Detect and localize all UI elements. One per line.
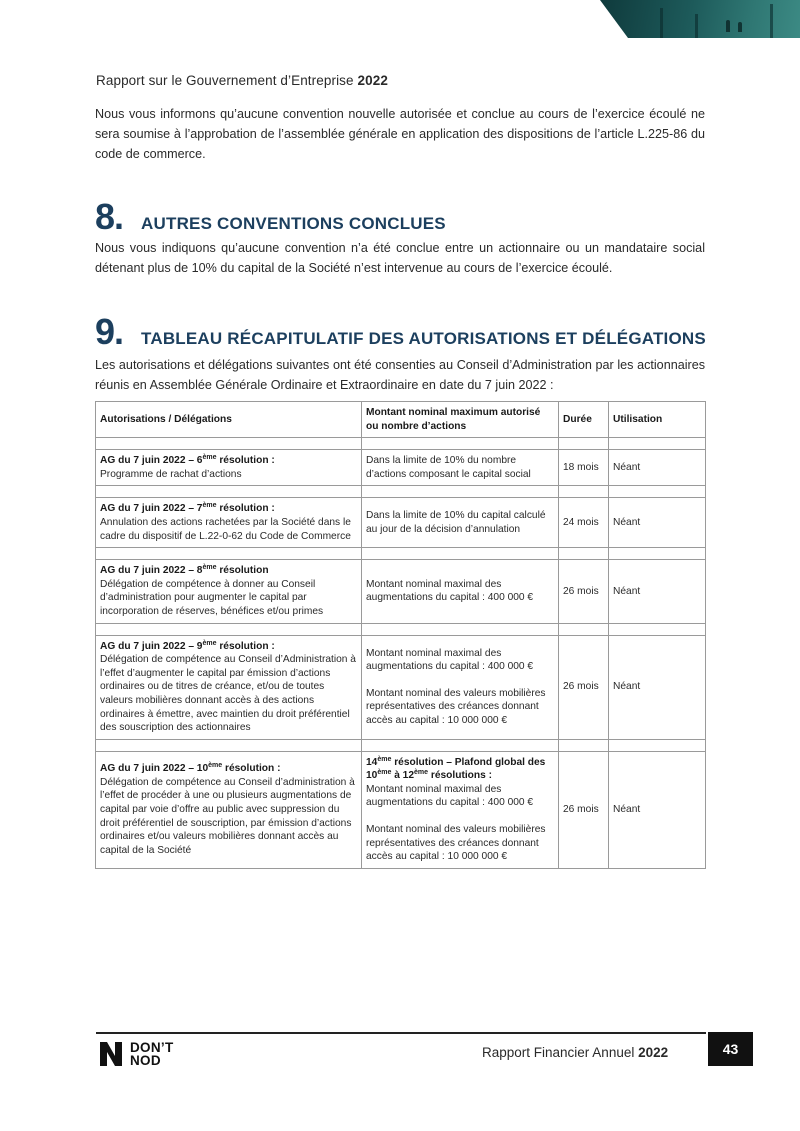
resolution-title: AG du 7 juin 2022 – 10ème résolution : [100, 762, 281, 775]
table-spacer [96, 739, 706, 751]
resolution-title: AG du 7 juin 2022 – 8ème résolution [100, 564, 269, 577]
table-spacer [96, 486, 706, 498]
usage-cell: Néant [609, 450, 706, 486]
amount-cell: Montant nominal maximal des augmentations du capital : 400 000 € [362, 560, 559, 623]
running-title-text: Rapport sur le Gouvernement d’Entreprise [96, 73, 354, 88]
amount-cell [362, 751, 559, 868]
header-decorative-banner [600, 0, 800, 38]
table-row [96, 751, 706, 868]
page-number: 43 [708, 1032, 753, 1066]
logo-wordmark [130, 1041, 174, 1067]
authorization-cell [96, 450, 362, 486]
header-usage: Utilisation [609, 402, 706, 438]
running-title-year: 2022 [357, 73, 388, 88]
duration-cell: 26 mois [559, 751, 609, 868]
duration-cell: 26 mois [559, 560, 609, 623]
section-9-number: 9. [95, 311, 124, 352]
running-title [96, 73, 388, 88]
duration-cell: 24 mois [559, 498, 609, 548]
table-spacer [96, 438, 706, 450]
section-9-heading [95, 311, 706, 353]
amount-line: Montant nominal maximal des augmentations du capital : 400 000 € [366, 783, 534, 809]
table-spacer [96, 548, 706, 560]
footer-report-label [482, 1045, 668, 1060]
company-logo [98, 1040, 174, 1068]
section-8-title: AUTRES CONVENTIONS CONCLUES [141, 214, 446, 233]
section-8-body: Nous vous indiquons qu’aucune convention n’a été conclue entre un actionnaire ou un mandataire social détenant plus de 10% du capital de la Société n’est intervenue au cours de l’exercice écoulé. [95, 241, 705, 275]
footer-report-text: Rapport Financier Annuel [482, 1045, 635, 1060]
section-8-heading [95, 196, 446, 238]
logo-line-1: DON’T [130, 1040, 174, 1055]
footer-divider [96, 1032, 706, 1034]
amount-line: Montant nominal maximal des augmentations du capital : 400 000 € [366, 647, 534, 673]
section-8-number: 8. [95, 196, 124, 237]
duration-cell: 26 mois [559, 635, 609, 739]
header-duration: Durée [559, 402, 609, 438]
amount-line: Montant nominal des valeurs mobilières représentatives des créances donnant accès au capital : 10 000 000 € [366, 824, 546, 863]
authorization-cell [96, 498, 362, 548]
resolution-description: Délégation de compétence au Conseil d’administration à l’effet de procéder à une ou plusieurs augmentations de capital par voie d’offre au public avec suppression du droit préférentiel de souscription, par émission d’actions ordinaires et/ou valeurs mobilières donnant accès au capital de la Société [100, 776, 355, 856]
amount-heading: 14ème résolution – Plafond global des 10ème à 12ème résolutions : [366, 755, 546, 782]
resolution-title: AG du 7 juin 2022 – 9ème résolution : [100, 639, 275, 652]
section-9-body: Les autorisations et délégations suivantes ont été consenties au Conseil d’Administration par les actionnaires réunis en Assemblée Générale Ordinaire et Extraordinaire en date du 7 juin 2022 : [95, 358, 705, 392]
table-row [96, 450, 706, 486]
authorization-cell [96, 751, 362, 868]
table-header-row [96, 402, 706, 438]
amount-line: Montant nominal des valeurs mobilières représentatives des créances donnant accès au capital : 10 000 000 € [366, 687, 546, 726]
resolution-description: Délégation de compétence à donner au Conseil d’administration pour augmenter le capital par incorporation de réserves, bénéfices et/ou primes [100, 578, 324, 617]
usage-cell: Néant [609, 751, 706, 868]
authorization-cell [96, 560, 362, 623]
amount-cell: Dans la limite de 10% du capital calculé au jour de la décision d’annulation [362, 498, 559, 548]
authorizations-table [95, 401, 706, 869]
resolution-description: Programme de rachat d’actions [100, 468, 242, 480]
usage-cell: Néant [609, 635, 706, 739]
logo-line-2: NOD [130, 1053, 161, 1068]
logo-mark-icon [98, 1040, 124, 1068]
amount-cell: Dans la limite de 10% du nombre d’actions composant le capital social [362, 450, 559, 486]
table-row [96, 560, 706, 623]
table-row [96, 635, 706, 739]
header-amount: Montant nominal maximum autorisé ou nombre d’actions [362, 402, 559, 438]
footer-report-year: 2022 [638, 1045, 669, 1060]
resolution-title: AG du 7 juin 2022 – 7ème résolution : [100, 502, 275, 515]
table-spacer [96, 623, 706, 635]
table-row [96, 498, 706, 548]
resolution-description: Annulation des actions rachetées par la Société dans le cadre du dispositif de L.22-0-62 du Code de Commerce [100, 516, 351, 542]
section-9-title: TABLEAU RÉCAPITULATIF DES AUTORISATIONS ET DÉLÉGATIONS [141, 329, 706, 348]
usage-cell: Néant [609, 560, 706, 623]
intro-paragraph: Nous vous informons qu’aucune convention nouvelle autorisée et conclue au cours de l’exercice écoulé ne sera soumise à l’approbation de l’assemblée générale en application des dispositions de l’article L.225-86 du code de commerce. [95, 107, 705, 161]
resolution-title: AG du 7 juin 2022 – 6ème résolution : [100, 454, 275, 467]
resolution-description: Délégation de compétence au Conseil d’Administration à l’effet d’augmenter le capital par émission d’actions ordinaires ou de titres de créance, et/ou de toutes valeurs mobilières donnant accès à des actions ordinaires à émettre, avec maintien du droit préférentiel des souscription des actionnaires [100, 654, 356, 734]
usage-cell: Néant [609, 498, 706, 548]
duration-cell: 18 mois [559, 450, 609, 486]
header-authorizations: Autorisations / Délégations [96, 402, 362, 438]
authorization-cell [96, 635, 362, 739]
amount-cell [362, 635, 559, 739]
